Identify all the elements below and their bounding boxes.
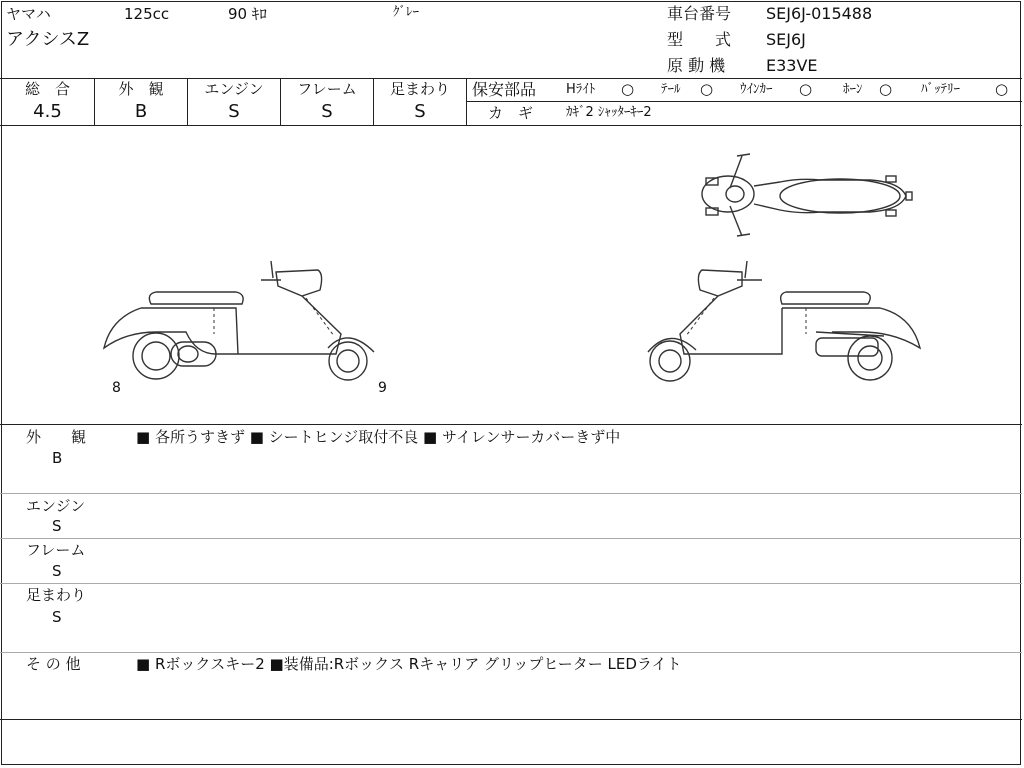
- divider: [467, 101, 1022, 102]
- model-name: アクシスZ: [6, 29, 90, 50]
- scooter-top-view: [690, 148, 930, 248]
- rating-value-exterior: B: [134, 101, 148, 122]
- part-headlight-mark: ○: [621, 80, 635, 98]
- rating-value-suspension: S: [414, 101, 426, 122]
- key-label: カ ギ: [488, 104, 534, 122]
- divider: [0, 493, 1022, 494]
- section-label-frame: フレーム: [26, 541, 86, 559]
- scooter-left-view: [96, 256, 396, 386]
- divider: [0, 583, 1022, 584]
- section-grade-suspension: S: [52, 608, 62, 626]
- engine-label: 原 動 機: [667, 56, 726, 75]
- part-horn-mark: ○: [879, 80, 893, 98]
- part-tail-mark: ○: [700, 80, 714, 98]
- rating-label-overall: 総 合: [24, 80, 70, 98]
- section-notes-other: ■ Rボックスキー2 ■装備品:Rボックス Rキャリア グリップヒーター LEDライト: [136, 655, 682, 673]
- part-horn: ﾎｰﾝ: [843, 82, 863, 97]
- section-label-engine: エンジン: [26, 497, 86, 515]
- section-label-suspension: 足まわり: [26, 586, 87, 604]
- part-battery: ﾊﾞｯﾃﾘｰ: [921, 82, 960, 97]
- divider: [0, 719, 1022, 720]
- mileage: 90 ｷﾛ: [228, 5, 267, 23]
- part-battery-mark: ○: [995, 80, 1009, 98]
- section-label-exterior: 外 観: [26, 428, 87, 446]
- part-winker-mark: ○: [799, 80, 813, 98]
- damage-mark-right: 9: [378, 380, 387, 396]
- section-label-other: そ の 他: [26, 655, 81, 673]
- part-winker: ｳｲﾝｶｰ: [740, 82, 773, 97]
- rating-label-suspension: 足まわり: [389, 80, 450, 98]
- rating-value-frame: S: [321, 101, 333, 122]
- part-tail: ﾃｰﾙ: [661, 82, 681, 97]
- rating-label-engine: エンジン: [204, 80, 264, 98]
- parts-title: 保安部品: [472, 80, 537, 99]
- scooter-diagram: [0, 126, 1022, 424]
- section-grade-engine: S: [52, 517, 62, 535]
- divider: [0, 78, 1022, 79]
- divider: [0, 538, 1022, 539]
- engine-value: E33VE: [766, 56, 818, 75]
- part-headlight: Hﾗｲﾄ: [566, 82, 596, 97]
- section-grade-frame: S: [52, 562, 62, 580]
- key-value: ｶｷﾞ2 ｼｬｯﾀｰｷｰ2: [566, 105, 652, 120]
- section-notes-exterior: ■ 各所うすきず ■ シートヒンジ取付不良 ■ サイレンサーカバーきず中: [136, 428, 621, 446]
- damage-mark-left: 8: [112, 380, 121, 396]
- rating-value-engine: S: [228, 101, 240, 122]
- scooter-right-view: [632, 256, 932, 386]
- divider: [0, 424, 1022, 425]
- rating-label-frame: フレーム: [297, 80, 357, 98]
- type-label: 型 式: [667, 30, 732, 49]
- color: ｸﾞﾚｰ: [393, 5, 419, 20]
- displacement: 125cc: [124, 5, 170, 23]
- divider: [466, 78, 467, 126]
- frame-no-label: 車台番号: [667, 4, 732, 23]
- type-value: SEJ6J: [766, 30, 806, 49]
- maker: ヤマハ: [6, 5, 51, 23]
- section-grade-exterior: B: [52, 449, 63, 467]
- divider: [0, 652, 1022, 653]
- rating-value-overall: 4.5: [33, 101, 62, 122]
- frame-no: SEJ6J-015488: [766, 4, 873, 23]
- rating-label-exterior: 外 観: [118, 80, 164, 98]
